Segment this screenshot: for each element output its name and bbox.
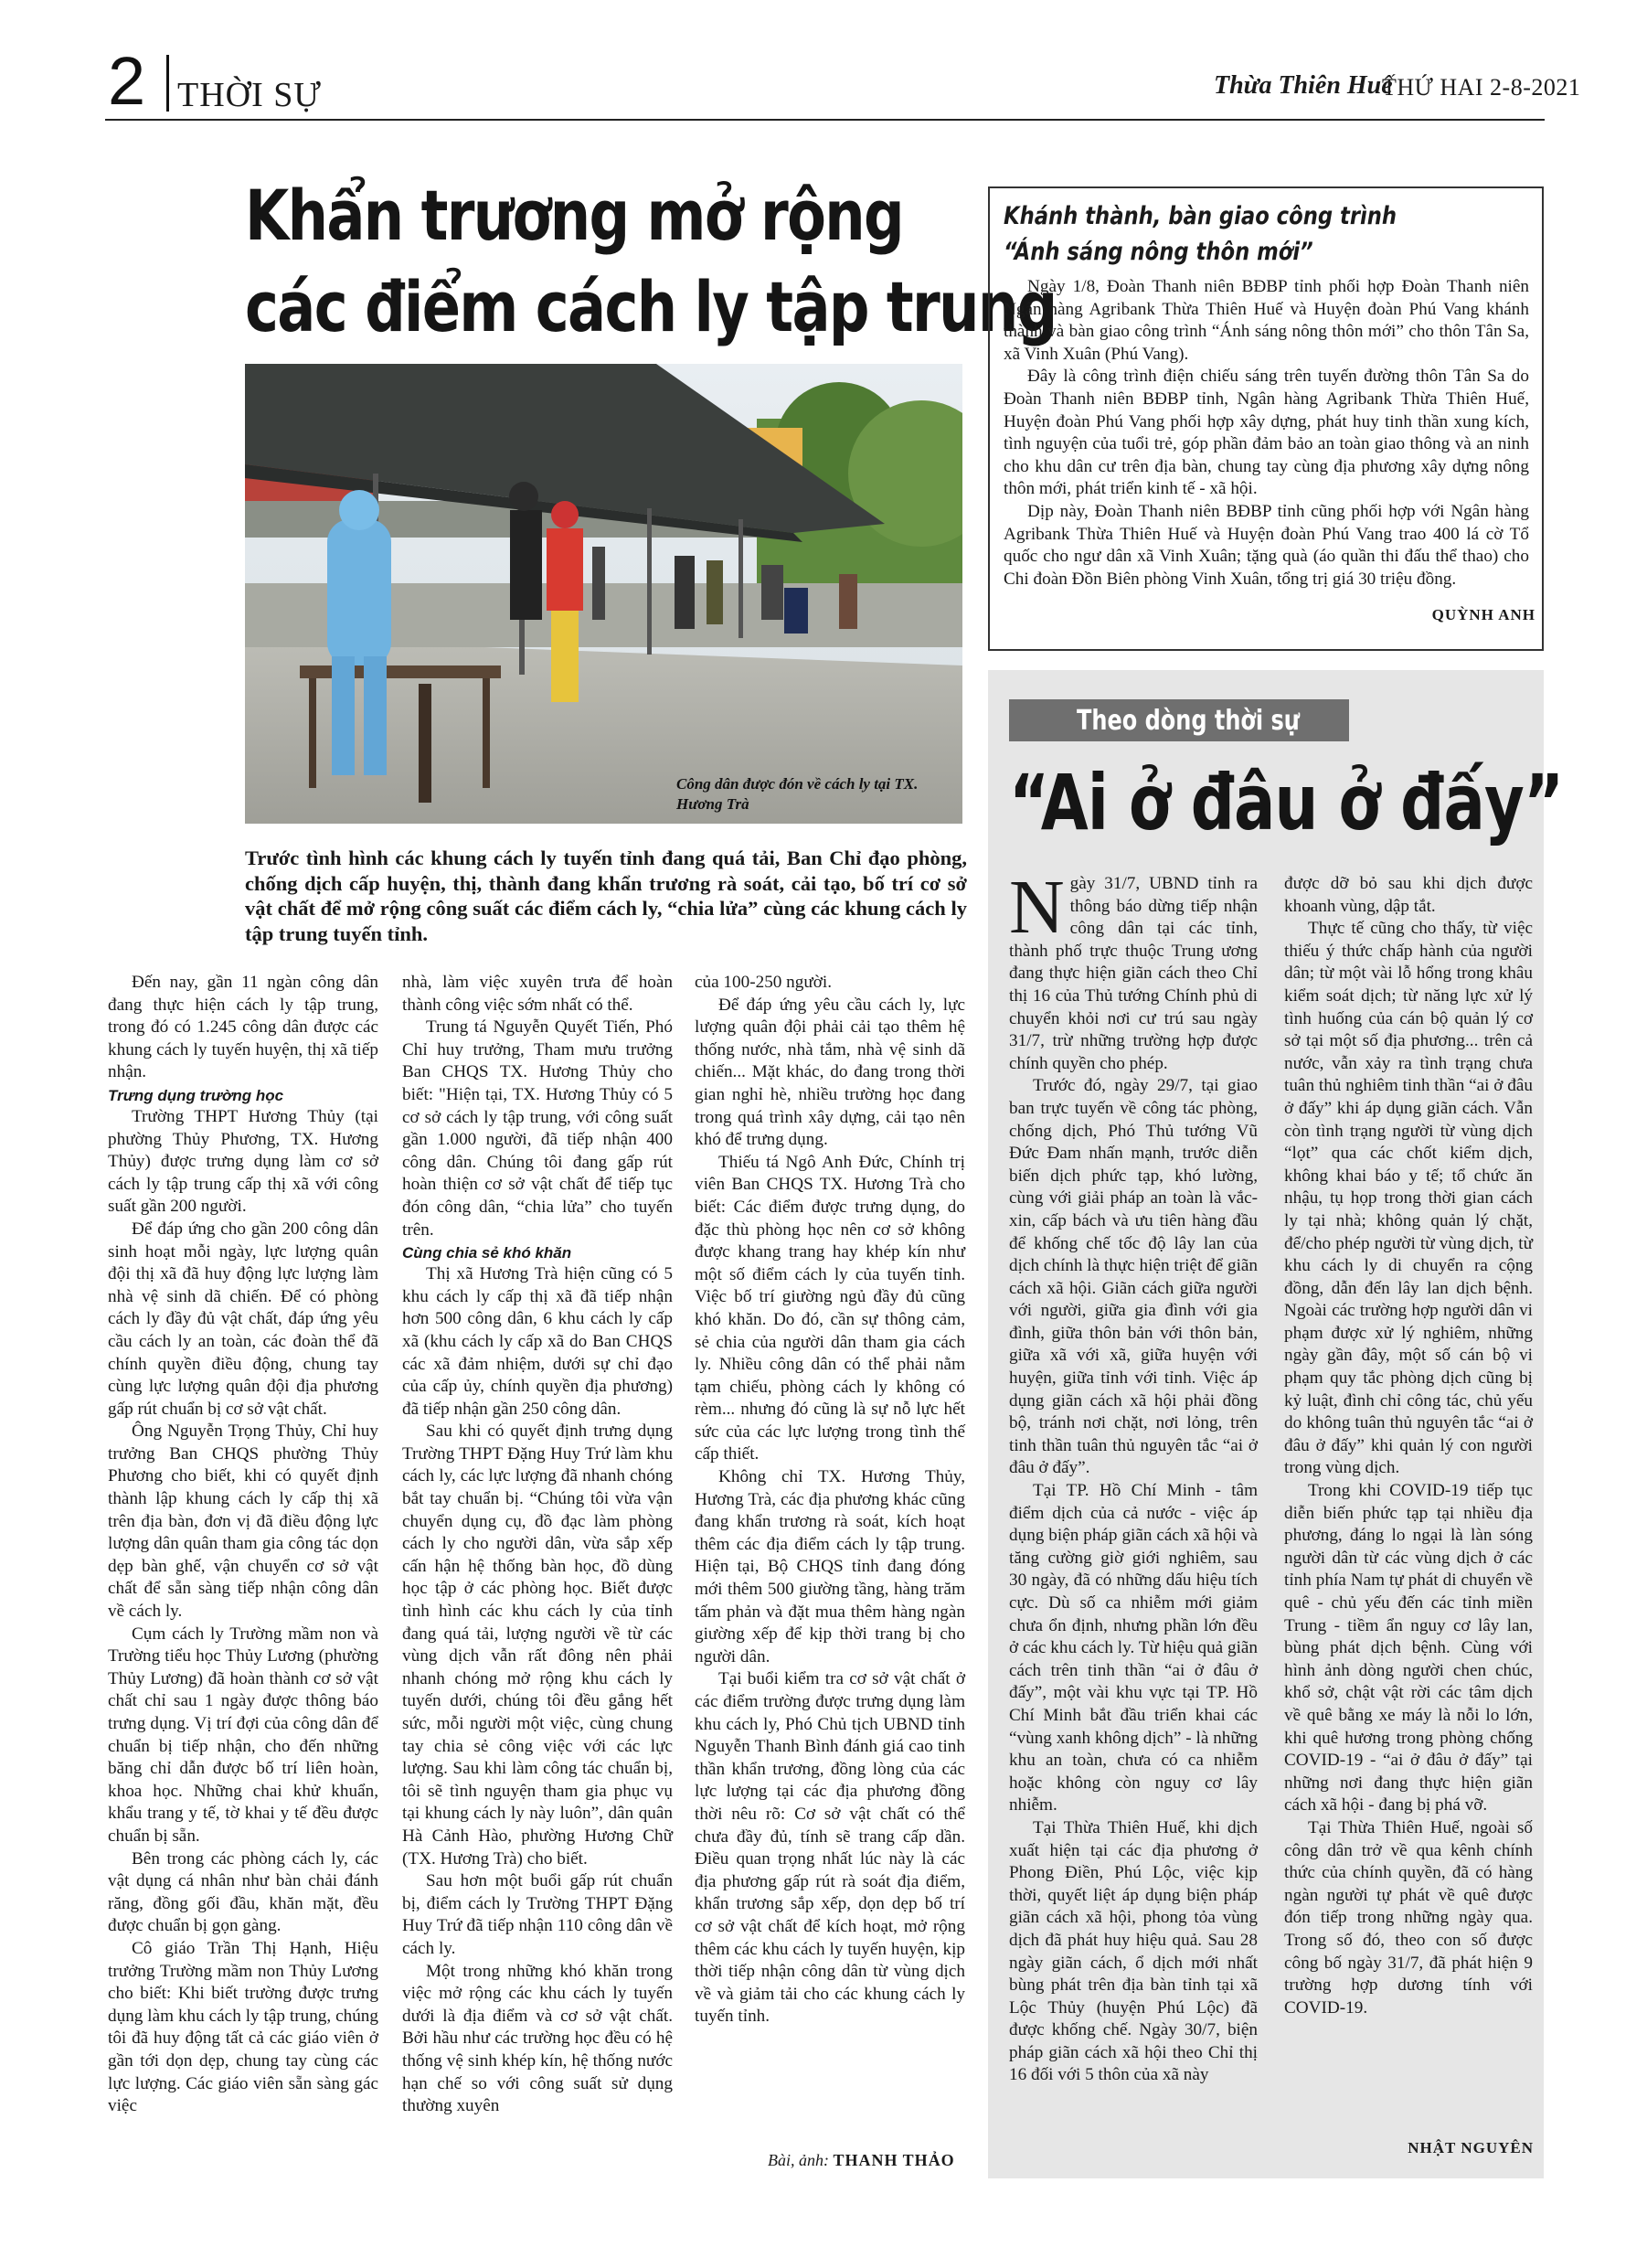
paragraph	[1009, 865, 1258, 1075]
news-box-subtitle: “Ánh sáng nông thôn mới”	[1004, 238, 1313, 266]
paragraph: Sau khi có quyết định trưng dụng Trường THPT Đặng Huy Trứ làm khu cách ly, các lực lượng đã nhanh chóng bắt tay chuẩn bị. “Chúng tôi vừa vận chuyển dụng cụ, đồ đạc làm phòng cách ly cho người dân, vừa sắp xếp cấn hận hệ thống bàn học, đồ dùng học tập ở các phòng học. Biết được tình hình các khu cách ly của tỉnh đang quá tải, lượng người về từ các vùng dịch vẫn rất đông nên phải nhanh chóng mở rộng khu cách ly tuyến dưới, chúng tôi đều gắng hết sức, mỗi người một việc, cùng chung tay chia sẻ công việc với các lực lượng. Sau khi làm công tác chuẩn bị, tôi sẽ tình nguyện tham gia phục vụ tại khung cách ly này luôn”, dân quân Hà Cảnh Hào, phường Hương Chữ (TX. Hương Trà) cho biết.	[402, 1421, 673, 1869]
paragraph: Tại TP. Hồ Chí Minh - tâm điểm dịch của cả nước - việc áp dụng biện pháp giãn cách xã hội và tăng cường giờ giới nghiêm, sau 30 ngày, đã có những dấu hiệu tích cực. Dù số ca nhiễm mới giảm chưa ổn định, nhưng phần lớn đều ở các khu cách ly. Từ hiệu quả giãn cách trên tinh thần “ai ở đâu ở đấy”, một vài khu vực tại TP. Hồ Chí Minh bắt đầu triển khai các “vùng xanh không dịch” - là những khu an toàn, chưa có ca nhiễm hoặc không còn nguy cơ lây nhiễm.	[1009, 1481, 1259, 1815]
header-rule	[105, 119, 1545, 121]
section-name: THỜI SỰ	[177, 76, 322, 114]
paragraph: Trung tá Nguyễn Quyết Tiến, Phó Chỉ huy trưởng, Tham mưu trưởng Ban CHQS TX. Hương Thủy cho biết: "Hiện tại, TX. Hương Thủy có 5 cơ sở cách ly tập trung, với công suất gần 1.000 người, đã tiếp nhận 400 công dân. Chúng tôi đang gấp rút hoàn thiện cơ sở vật chất để tiếp tục đón công dân, “chia lửa” cho tuyến trên.	[402, 1017, 673, 1240]
feature-author: NHẬT NGUYÊN	[1408, 2139, 1534, 2156]
paragraph: Đến nay, gần 11 ngàn công dân đang thực hiện cách ly tập trung, trong đó có 1.245 công dân được các khung cách ly tuyến huyện, thị xã tiếp nhận.	[108, 973, 378, 1082]
article-column-2	[402, 972, 673, 2118]
feature-headline: “Ai ở đâu ở đấy”	[1009, 758, 1564, 847]
paragraph: Dịp này, Đoàn Thanh niên BĐBP tỉnh cũng phối hợp với Ngân hàng Agribank Thừa Thiên Huế và Huyện đoàn Phú Vang trao 400 lá cờ Tổ quốc cho ngư dân xã Vinh Xuân; tặng quà (áo quần thi đấu thể thao) cho Chi đoàn Đồn Biên phòng Vinh Xuân, tổng trị giá 30 triệu đồng.	[1004, 501, 1529, 589]
news-box-author: QUỲNH ANH	[1431, 606, 1535, 623]
paragraph: Tại Thừa Thiên Huế, ngoài số công dân trở về qua kênh chính thức của chính quyền, đã có hàng ngàn người tự phát về quê được đón tiếp trong những ngày qua. Trong số đó, theo con số được công bố ngày 31/7, đã phát hiện 9 trường hợp dương tính với COVID-19.	[1284, 1817, 1533, 2018]
feature-column-2	[1284, 873, 1533, 2019]
article-photo	[245, 364, 962, 824]
paragraph: Trước đó, ngày 29/7, tại giao ban trực tuyến về công tác phòng, chống dịch, Phó Thủ tướng Vũ Đức Đam nhấn mạnh, trước diễn biến dịch phức tạp, khó lường, cùng với giải pháp an toàn là vắc-xin, cấp bách và ưu tiên hàng đầu để khống chế tốc độ lây lan của dịch chính là thực hiện triệt để giãn cách xã hội. Giãn cách giữa người với người, giữa gia đình với gia đình, giữa thôn bản với thôn bản, giữa xã với xã, giữa huyện với huyện, giữa tỉnh với tỉnh. Việc áp dụng giãn cách xã hội phải đồng bộ, tránh nơi chặt, nơi lỏng, trên tinh thần tuân thủ nguyên tắc “ai ở đâu ở đấy”.	[1009, 1076, 1259, 1478]
paragraph: được dỡ bỏ sau khi dịch được khoanh vùng, dập tắt.	[1284, 874, 1533, 916]
paragraph: Cô giáo Trần Thị Hạnh, Hiệu trưởng Trường mầm non Thủy Lương cho biết: Khi biết trường được trưng dụng làm khu cách ly tập trung, chúng tôi đã huy động tất cả các giáo viên ở gần tới dọn dẹp, chung tay cùng các lực lượng. Các giáo viên sẵn sàng gác việc	[108, 1938, 378, 2116]
article-lead: Trước tình hình các khung cách ly tuyến tỉnh đang quá tải, Ban Chỉ đạo phòng, chống dịch cấp huyện, thị, thành đang khẩn trương rà soát, cải tạo, bố trí cơ sở vật chất để mở rộng công suất các điểm cách ly, “chia lửa” cùng các khung cách ly tập trung tuyến tỉnh.	[245, 847, 967, 945]
paragraph: Sau hơn một buổi gấp rút chuẩn bị, điểm cách ly Trường THPT Đặng Huy Trứ đã tiếp nhận 110 công dân về cách ly.	[402, 1871, 673, 1958]
paragraph-text: gày 31/7, UBND tỉnh ra thông báo dừng tiếp nhận công dân tại các tỉnh, thành phố trực thuộc Trung ương đang thực hiện giãn cách theo Chỉ thị 16 của Thủ tướng Chính phủ di chuyển khỏi nơi cư trú sau ngày 31/7, trừ những trường hợp được chính quyền cho phép.	[1009, 874, 1258, 1073]
paragraph: của 100-250 người.	[695, 973, 833, 992]
article-byline	[768, 2151, 955, 2170]
photo-illustration	[245, 364, 962, 824]
main-headline-line-1: Khẩn trương mở rộng	[245, 175, 903, 256]
paragraph: Để đáp ứng cho gần 200 công dân sinh hoạt mỗi ngày, lực lượng quân đội thị xã đã huy động lực lượng làm nhà vệ sinh dã chiến. Để có phòng cách ly đầy đủ vật chất, đáp ứng yêu cầu cách ly an toàn, các đoàn thể đã chính quyền điều động, chung tay cùng lực lượng quân đội địa phương gấp rút chuẩn bị cơ sở vật chất.	[108, 1219, 378, 1419]
paragraph: Thực tế cũng cho thấy, từ việc thiếu ý thức chấp hành của người dân; từ một vài lỗ hổng trong khâu kiểm soát dịch; từ năng lực xử lý tình huống của cán bộ quản lý cơ sở tại một số địa phương... trên cả nước, vẫn xảy ra tình trạng chưa tuân thủ nghiêm tinh thần “ai ở đâu ở đấy” khi áp dụng giãn cách. Vẫn còn tình trạng người từ vùng dịch “lọt” qua các chốt kiểm dịch, không khai báo y tế; tổ chức ăn nhậu, tụ họp trong thời gian cách ly tại nhà; không quản lý chặt, để/cho phép người từ vùng dịch, từ khu cách ly di chuyển ra cộng đồng, dẫn đến lây lan dịch bệnh. Ngoài các trường hợp người dân vi phạm được xử lý nghiêm, những ngày gần đây, một số cán bộ vi phạm quy tắc phòng dịch cũng bị kỷ luật, đình chỉ công tác, chủ yếu do không tuân thủ nguyên tắc “ai ở đâu ở đấy” khi quản lý con người trong vùng dịch.	[1284, 919, 1533, 1478]
paragraph: Trường THPT Hương Thủy (tại phường Thủy Phương, TX. Hương Thủy) được trưng dụng làm cơ sở cách ly tập trung cấp thị xã với công suất gần 200 người.	[108, 1106, 378, 1217]
subheading: Trưng dụng trường học	[108, 1086, 284, 1104]
paragraph: Thị xã Hương Trà hiện cũng có 5 khu cách ly cấp thị xã đã tiếp nhận hơn 500 công dân, 6 khu cách ly cấp xã (khu cách ly cấp xã do Ban CHQS các xã đảm nhiệm, dưới sự chỉ đạo của cấp ủy, chính quyền địa phương) đã tiếp nhận gần 250 công dân.	[402, 1264, 673, 1419]
paragraph: Không chỉ TX. Hương Thủy, Hương Trà, các địa phương khác cũng đang khẩn trương rà soát, kích hoạt thêm các địa điểm cách ly tập trung. Hiện tại, Bộ CHQS tỉnh đang đóng mới thêm 500 giường tầng, hàng trăm tấm phản và đặt mua thêm hàng ngàn giường xếp để kịp thời trang bị cho người dân.	[695, 1467, 965, 1666]
byline-prefix: Bài, ảnh:	[768, 2151, 829, 2169]
photo-caption: Công dân được đón về cách ly tại TX. Hương Trà	[676, 775, 919, 813]
issue-date: THỨ HAI 2-8-2021	[1382, 74, 1581, 101]
paragraph: Thiếu tá Ngô Anh Đức, Chính trị viên Ban CHQS TX. Hương Trà cho biết: Các điểm được trưng dụng, do đặc thù phòng học nên cơ sở không được khang trang hay khép kín như một số điểm cách ly của tuyến tỉnh. Việc bố trí giường ngủ đầy đủ cũng khó khăn. Do đó, cần sự thông cảm, sẻ chia của người dân tham gia cách ly. Nhiều công dân có thể phải nằm tạm chiếu, phòng cách ly không có rèm... nhưng đó cũng là sự nỗ lực hết sức của các lực lượng trong tình thế cấp thiết.	[695, 1152, 965, 1464]
paragraph: Tại buổi kiểm tra cơ sở vật chất ở các điểm trường được trưng dụng làm khu cách ly, Phó Chủ tịch UBND tỉnh Nguyễn Thanh Bình đánh giá cao tinh thần khẩn trương, đồng lòng của các lực lượng tại các địa phương đồng thời nêu rõ: Cơ sở vật chất có thể chưa đầy đủ, tính sẽ trang cấp dần. Điều quan trọng nhất lúc này là các địa phương gấp rút rà soát địa điểm, khẩn trương sắp xếp, dọn dẹp bố trí cơ sở vật chất để kích hoạt, mở rộng thêm các khu cách ly tuyến huyện, kịp thời tiếp nhận công dân từ vùng dịch về và giảm tải cho các khung cách ly tuyến tỉnh.	[695, 1669, 965, 2027]
newspaper-name: Thừa Thiên Huế	[1214, 71, 1393, 100]
feature-column-1	[1009, 865, 1259, 2087]
header-divider	[166, 55, 169, 112]
feature-tag: Theo dòng thời sự	[1077, 705, 1300, 737]
paragraph: Bên trong các phòng cách ly, các vật dụng cá nhân như bàn chải đánh răng, đồng gối đầu, khăn mặt, đều được chuẩn bị gọn gàng.	[108, 1848, 378, 1936]
paragraph: Ông Nguyễn Trọng Thủy, Chỉ huy trưởng Ban CHQS phường Thủy Phương cho biết, khi có quyết định thành lập khung cách ly cấp thị xã trên địa bàn, đơn vị đã điều động lực lượng dân quân tham gia công tác dọn dẹp bàn ghế, vận chuyển cơ sở vật chất để sẵn sàng tiếp nhận công dân về cách ly.	[108, 1421, 378, 1622]
paragraph: Để đáp ứng yêu cầu cách ly, lực lượng quân đội phải cải tạo thêm hệ thống nước, nhà tắm, nhà vệ sinh dã chiến... Mặt khác, do đang trong thời gian nghỉ hè, nhiều trường học đang trong quá trình xây dựng, cải tạo nên khó để trưng dụng.	[695, 995, 965, 1150]
subheading: Cùng chia sẻ khó khăn	[402, 1244, 572, 1262]
paragraph: Ngày 1/8, Đoàn Thanh niên BĐBP tỉnh phối hợp Đoàn Thanh niên Ngân hàng Agribank Thừa Thiên Huế và Huyện đoàn Phú Vang khánh thành và bàn giao công trình “Ánh sáng nông thôn mới” cho thôn Tân Sa, xã Vinh Xuân (Phú Vang).	[1004, 277, 1529, 364]
article-column-3	[695, 972, 965, 2028]
article-column-1	[108, 972, 378, 2118]
news-box-body	[1004, 276, 1529, 591]
paragraph: Cụm cách ly Trường mầm non và Trường tiểu học Thủy Lương (phường Thủy Lương) đã hoàn thành cơ sở vật chất chỉ sau 1 ngày được thông báo trưng dụng. Vị trí đợi của công dân để chuẩn bị tiếp nhận, cho đến những băng chỉ dẫn được bố trí liên hoàn, khoa học. Những chai khử khuẩn, khẩu trang y tế, tờ khai y tế đều được chuẩn bị sẵn.	[108, 1624, 378, 1846]
byline-author: THANH THẢO	[833, 2151, 955, 2169]
main-headline-line-2: các điểm cách ly tập trung	[245, 266, 1057, 347]
page-number: 2	[108, 43, 146, 119]
paragraph: Trong khi COVID-19 tiếp tục diễn biến phức tạp tại nhiều địa phương, đáng lo ngại là làn sóng người dân từ các vùng dịch ở các tỉnh phía Nam tự phát di chuyển về quê - chủ yếu đến các tỉnh miền Trung - tiềm ẩn nguy cơ lây lan, bùng phát dịch bệnh. Cùng với hình ảnh dòng người chen chúc, khổ sở, chật vật rời các tâm dịch về quê bằng xe máy là nỗi lo lớn, khi quê hương trong phòng chống COVID-19 - “ai ở đâu ở đấy” tại những nơi đang thực hiện giãn cách xã hội - đang bị phá vỡ.	[1284, 1481, 1533, 1815]
paragraph: nhà, làm việc xuyên trưa để hoàn thành công việc sớm nhất có thể.	[402, 973, 673, 1015]
news-box-title: Khánh thành, bàn giao công trình	[1004, 202, 1397, 230]
paragraph: Tại Thừa Thiên Huế, khi dịch xuất hiện tại các địa phương ở Phong Điền, Phú Lộc, việc kịp thời, quyết liệt áp dụng biện pháp giãn cách xã hội, phong tỏa vùng dịch đã phát huy hiệu quả. Sau 28 ngày giãn cách, ổ dịch mới nhất bùng phát trên địa bàn tỉnh tại xã Lộc Thủy (huyện Phú Lộc) đã được khống chế. Ngày 30/7, biện pháp giãn cách xã hội theo Chỉ thị 16 đối với 5 thôn của xã này	[1009, 1817, 1258, 2085]
paragraph: Một trong những khó khăn trong việc mở rộng các khu cách ly tuyến dưới là địa điểm và cơ sở vật chất. Bởi hầu như các trường học đều có hệ thống vệ sinh khép kín, hệ thống nước hạn chế so với công suất sử dụng thường xuyên	[402, 1961, 673, 2116]
paragraph: Đây là công trình điện chiếu sáng trên tuyến đường thôn Tân Sa do Đoàn Thanh niên BĐBP tỉnh, Ngân hàng Agribank Thừa Thiên Huế, Huyện đoàn Phú Vang phối hợp xây dựng, phát huy tinh thần xung kích, tình nguyện của tuổi trẻ, góp phần đảm bảo an toàn giao thông và an ninh cho khu dân cư trên địa bàn, chung tay cùng địa phương xây dựng nông thôn mới, phát triển kinh tế - xã hội.	[1004, 367, 1529, 499]
drop-cap: N	[1009, 865, 1065, 950]
